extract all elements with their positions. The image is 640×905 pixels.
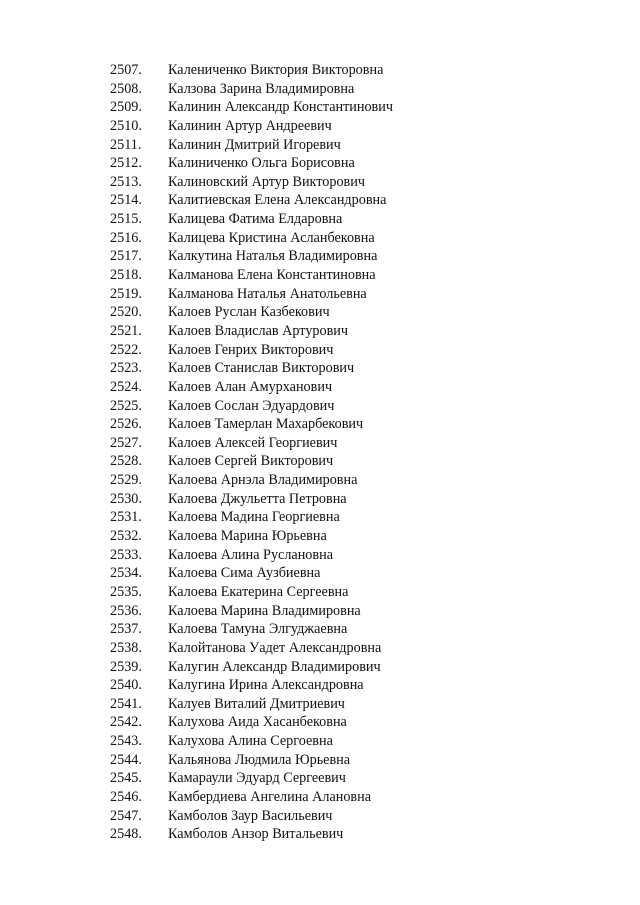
entry-number: 2548. <box>110 826 142 843</box>
entry-number: 2545. <box>110 770 142 787</box>
list-item <box>110 322 393 341</box>
entry-number: 2546. <box>110 788 142 805</box>
entry-number: 2515. <box>110 211 142 228</box>
entry-name: Калоев Тамерлан Махарбекович <box>168 416 364 433</box>
entry-number: 2534. <box>110 565 142 582</box>
entry-number: 2511. <box>110 136 142 153</box>
entry-number: 2521. <box>110 322 142 339</box>
entry-name: Калзова Зарина Владимировна <box>168 80 355 97</box>
list-item <box>110 229 393 248</box>
list-item <box>110 191 393 210</box>
list-item <box>110 173 393 192</box>
entry-number: 2530. <box>110 490 142 507</box>
list-item <box>110 341 393 360</box>
entry-number: 2542. <box>110 714 142 731</box>
list-item <box>110 713 393 732</box>
entry-name: Кальянова Людмила Юрьевна <box>168 751 351 768</box>
list-item <box>110 807 393 826</box>
entry-name: Калоева Алина Руслановна <box>168 546 333 563</box>
entry-number: 2518. <box>110 267 142 284</box>
list-item <box>110 788 393 807</box>
entry-number: 2533. <box>110 546 142 563</box>
list-item <box>110 266 393 285</box>
list-item <box>110 80 393 99</box>
entry-name: Камболов Анзор Витальевич <box>168 826 344 843</box>
entry-name: Калоева Тамуна Элгуджаевна <box>168 621 348 638</box>
list-item <box>110 695 393 714</box>
entry-name: Калицева Фатима Елдаровна <box>168 211 343 228</box>
entry-number: 2512. <box>110 155 142 172</box>
list-item <box>110 658 393 677</box>
list-item <box>110 546 393 565</box>
entry-number: 2528. <box>110 453 142 470</box>
entry-number: 2541. <box>110 695 142 712</box>
list-item <box>110 415 393 434</box>
entry-number: 2539. <box>110 658 142 675</box>
entry-number: 2513. <box>110 173 142 190</box>
entry-number: 2508. <box>110 80 142 97</box>
list-item <box>110 527 393 546</box>
list-item <box>110 751 393 770</box>
entry-number: 2547. <box>110 807 142 824</box>
list-item <box>110 564 393 583</box>
list-item <box>110 676 393 695</box>
entry-name: Калоева Марина Юрьевна <box>168 528 327 545</box>
entry-name: Калоева Мадина Георгиевна <box>168 509 340 526</box>
entry-number: 2535. <box>110 583 142 600</box>
list-item <box>110 285 393 304</box>
list-item <box>110 61 393 80</box>
list-item <box>110 452 393 471</box>
list-item <box>110 825 393 844</box>
list-item <box>110 732 393 751</box>
entry-name: Калоев Станислав Викторович <box>168 360 355 377</box>
entry-name: Камараули Эдуард Сергеевич <box>168 770 346 787</box>
entry-name: Калманова Елена Константиновна <box>168 267 376 284</box>
entry-number: 2523. <box>110 360 142 377</box>
entry-name: Калуев Виталий Дмитриевич <box>168 695 345 712</box>
entry-name: Калоева Арнэла Владимировна <box>168 472 358 489</box>
entry-name: Калоева Сима Аузбиевна <box>168 565 321 582</box>
entry-name: Калитиевская Елена Александровна <box>168 192 387 209</box>
entry-name: Калугин Александр Владимирович <box>168 658 381 675</box>
entry-name: Калкутина Наталья Владимировна <box>168 248 378 265</box>
entry-name: Калинин Александр Константинович <box>168 99 393 116</box>
list-item <box>110 210 393 229</box>
entry-number: 2522. <box>110 341 142 358</box>
entry-name: Калоев Алан Амурханович <box>168 378 333 395</box>
list-item <box>110 359 393 378</box>
list-item <box>110 490 393 509</box>
entry-number: 2529. <box>110 472 142 489</box>
entry-name: Камболов Заур Васильевич <box>168 807 333 824</box>
entry-name: Калойтанова Уадет Александровна <box>168 639 382 656</box>
entry-name: Калинин Артур Андреевич <box>168 117 332 134</box>
entry-number: 2507. <box>110 62 142 78</box>
entry-number: 2514. <box>110 192 142 209</box>
list-item <box>110 247 393 266</box>
list-item <box>110 508 393 527</box>
entry-name: Камбердиева Ангелина Алановна <box>168 788 372 805</box>
name-list <box>110 61 393 844</box>
entry-name: Калицева Кристина Асланбековна <box>168 229 375 246</box>
entry-number: 2509. <box>110 99 142 116</box>
list-item <box>110 117 393 136</box>
list-item <box>110 620 393 639</box>
entry-number: 2510. <box>110 117 142 134</box>
entry-name: Калоев Сослан Эдуардович <box>168 397 335 414</box>
list-item <box>110 471 393 490</box>
entry-number: 2531. <box>110 509 142 526</box>
entry-name: Калоева Марина Владимировна <box>168 602 361 619</box>
list-item <box>110 98 393 117</box>
entry-number: 2536. <box>110 602 142 619</box>
list-item <box>110 303 393 322</box>
entry-number: 2538. <box>110 639 142 656</box>
entry-name: Калоев Генрих Викторович <box>168 341 334 358</box>
entry-number: 2527. <box>110 434 142 451</box>
entry-number: 2517. <box>110 248 142 265</box>
entry-name: Калоева Джульетта Петровна <box>168 490 347 507</box>
list-item <box>110 154 393 173</box>
entry-number: 2543. <box>110 733 142 750</box>
entry-name: Калухова Алина Сергоевна <box>168 733 333 750</box>
entry-name: Калоев Сергей Викторович <box>168 453 334 470</box>
list-item <box>110 602 393 621</box>
list-item <box>110 136 393 155</box>
entry-number: 2525. <box>110 397 142 414</box>
entry-name: Калоев Алексей Георгиевич <box>168 434 338 451</box>
list-item <box>110 769 393 788</box>
entry-number: 2532. <box>110 528 142 545</box>
entry-name: Калоева Екатерина Сергеевна <box>168 583 349 600</box>
entry-name: Калухова Аида Хасанбековна <box>168 714 347 731</box>
entry-number: 2516. <box>110 229 142 246</box>
list-item <box>110 397 393 416</box>
entry-number: 2519. <box>110 285 142 302</box>
entry-number: 2524. <box>110 378 142 395</box>
entry-name: Калиниченко Ольга Борисовна <box>168 155 355 172</box>
entry-number: 2540. <box>110 677 142 694</box>
list-item <box>110 639 393 658</box>
entry-name: Калинин Дмитрий Игоревич <box>168 136 341 153</box>
entry-name: Калоев Владислав Артурович <box>168 322 349 339</box>
entry-name: Калениченко Виктория Викторовна <box>168 62 384 78</box>
entry-number: 2526. <box>110 416 142 433</box>
list-item <box>110 378 393 397</box>
entry-number: 2544. <box>110 751 142 768</box>
entry-name: Калиновский Артур Викторович <box>168 173 365 190</box>
list-item <box>110 434 393 453</box>
list-item <box>110 583 393 602</box>
entry-number: 2537. <box>110 621 142 638</box>
entry-name: Калугина Ирина Александровна <box>168 677 364 694</box>
entry-number: 2520. <box>110 304 142 321</box>
entry-name: Калманова Наталья Анатольевна <box>168 285 367 302</box>
entry-name: Калоев Руслан Казбекович <box>168 304 330 321</box>
